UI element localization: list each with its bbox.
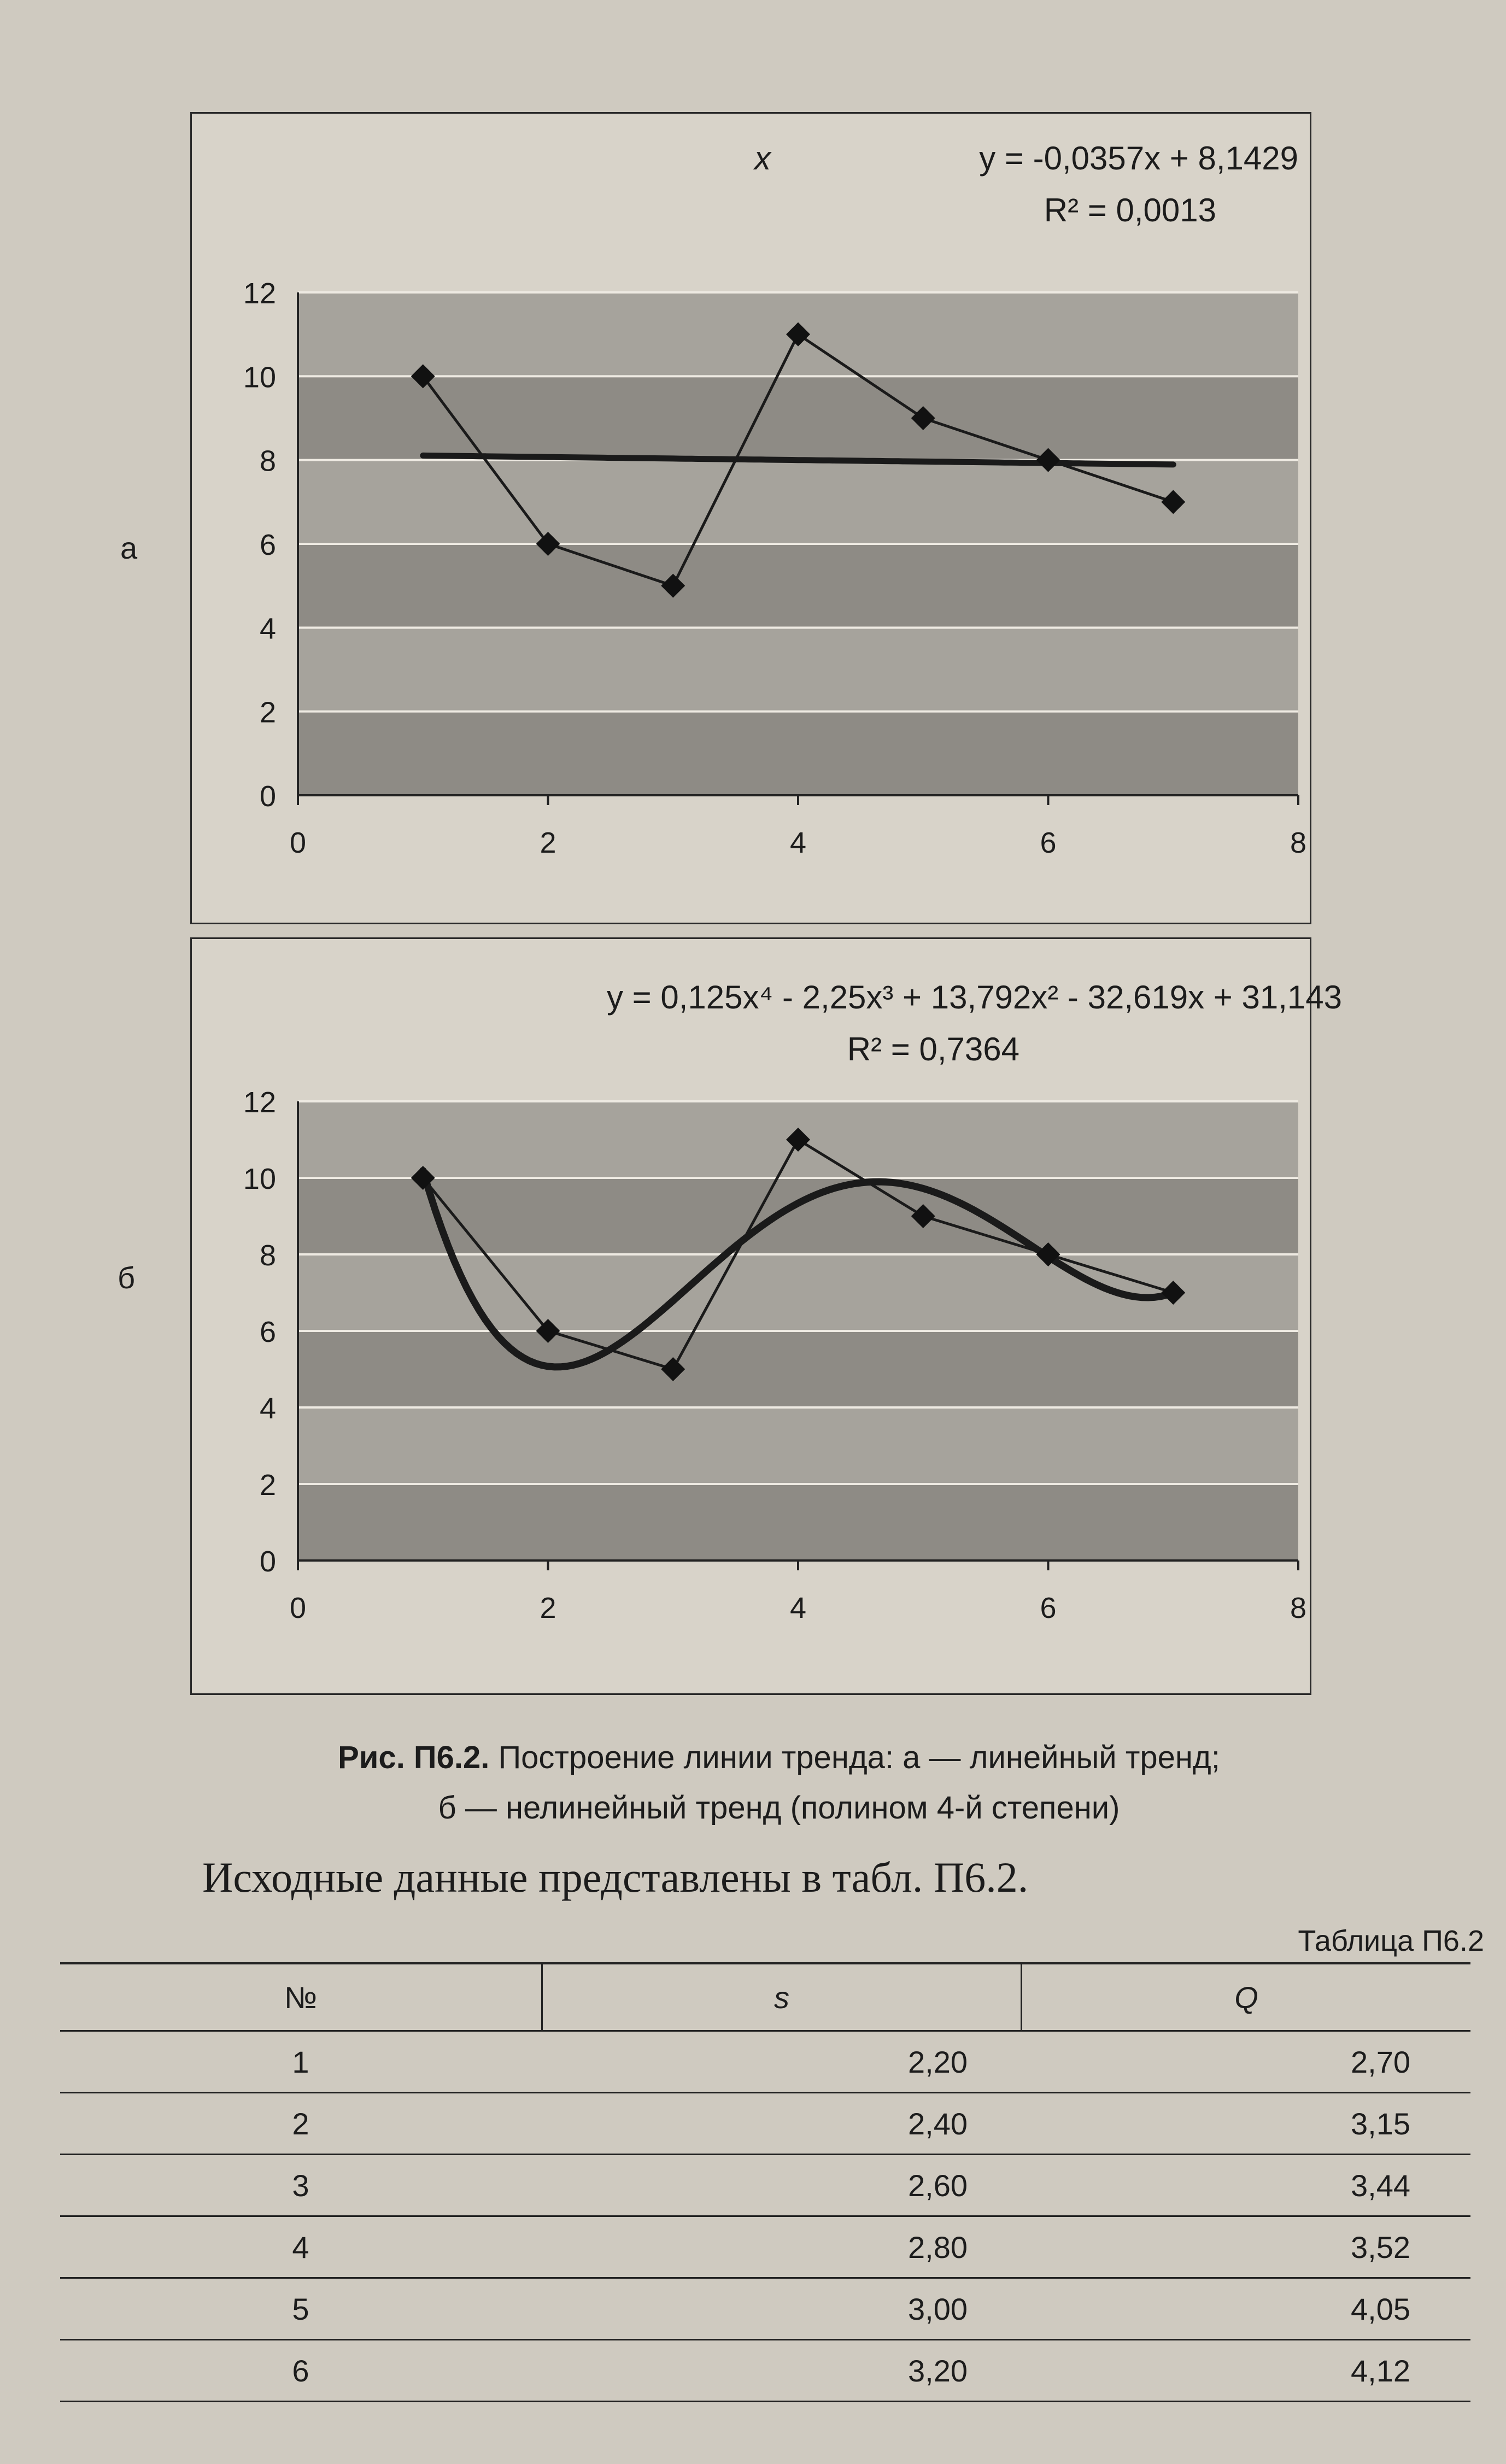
y-tick-label: 2 [259, 696, 276, 729]
header-number: № [284, 1980, 318, 2015]
row-q: 3,52 [1351, 2230, 1410, 2264]
caption-line2: б — нелинейный тренд (полином 4-й степени) [438, 1790, 1120, 1826]
x-tick-label: 2 [540, 826, 556, 859]
plot-band [298, 1254, 1298, 1331]
row-number: 2 [292, 2106, 309, 2141]
data-table [60, 1962, 1470, 2402]
row-s: 3,20 [908, 2353, 968, 2388]
row-s: 2,40 [908, 2106, 968, 2141]
chart-a-series-label: x [754, 140, 771, 177]
header-q: Q [1234, 1980, 1258, 2015]
y-tick-label: 10 [243, 361, 276, 394]
x-tick-label: 6 [1040, 1592, 1057, 1624]
table-title: Таблица П6.2 [1298, 1925, 1484, 1957]
row-s: 3,00 [908, 2291, 968, 2326]
chart-a-r2: R² = 0,0013 [1044, 192, 1216, 228]
plot-band [298, 1407, 1298, 1484]
header-s: s [541, 1964, 1022, 2030]
x-tick-label: 0 [289, 1592, 307, 1624]
x-tick-label: 4 [789, 826, 807, 859]
body-text: Исходные данные представлены в табл. П6.2. [202, 1853, 1029, 1901]
y-tick-label: 2 [259, 1469, 276, 1501]
table-row [60, 2093, 1470, 2155]
y-tick-label: 10 [243, 1163, 276, 1195]
x-tick-label: 4 [789, 1592, 807, 1624]
row-q: 2,70 [1351, 2044, 1410, 2079]
row-q: 3,44 [1351, 2168, 1410, 2203]
x-tick-label: 6 [1040, 826, 1057, 859]
caption-prefix: Рис. П6.2. [338, 1740, 490, 1775]
plot-band [298, 1484, 1298, 1560]
row-s: 2,20 [908, 2044, 968, 2079]
row-number: 6 [292, 2353, 309, 2388]
table-header-row [60, 1962, 1470, 2032]
table-row [60, 2217, 1470, 2279]
y-tick-label: 6 [259, 529, 276, 561]
chart-a-equation: y = -0,0357x + 8,1429 [979, 140, 1298, 177]
y-tick-label: 4 [259, 612, 276, 646]
row-number: 4 [292, 2230, 309, 2264]
row-number: 1 [292, 2044, 309, 2079]
table-row [60, 2340, 1470, 2402]
chart-b-panel-label: б [118, 1260, 136, 1295]
y-tick-label: 0 [259, 1545, 276, 1578]
caption-line1: Построение линии тренда: а — линейный тренд; [489, 1740, 1220, 1775]
y-tick-label: 8 [259, 1239, 276, 1272]
x-tick-label: 8 [1290, 826, 1307, 859]
chart-a-panel-label: а [120, 531, 138, 565]
x-tick-label: 0 [289, 826, 307, 859]
table-row [60, 2279, 1470, 2340]
y-tick-label: 12 [243, 277, 276, 310]
y-tick-label: 4 [259, 1392, 276, 1425]
x-tick-label: 2 [540, 1592, 556, 1624]
y-tick-label: 12 [243, 1086, 276, 1119]
row-q: 4,05 [1351, 2291, 1410, 2326]
chart-b-r2: R² = 0,7364 [847, 1031, 1019, 1067]
row-q: 4,12 [1351, 2353, 1410, 2388]
chart-b-equation: y = 0,125x⁴ - 2,25x³ + 13,792x² - 32,619x + 31,143 [607, 979, 1342, 1016]
row-number: 3 [292, 2168, 309, 2203]
plot-band [298, 1331, 1298, 1407]
row-s: 2,80 [908, 2230, 968, 2264]
table-row [60, 2032, 1470, 2093]
y-tick-label: 0 [259, 780, 276, 813]
x-tick-label: 8 [1290, 1592, 1307, 1624]
y-tick-label: 8 [259, 444, 276, 478]
figure-caption [246, 1733, 1312, 1833]
table-row [60, 2155, 1470, 2217]
row-number: 5 [292, 2291, 309, 2326]
row-q: 3,15 [1351, 2106, 1410, 2141]
y-tick-label: 6 [259, 1316, 276, 1348]
row-s: 2,60 [908, 2168, 968, 2203]
